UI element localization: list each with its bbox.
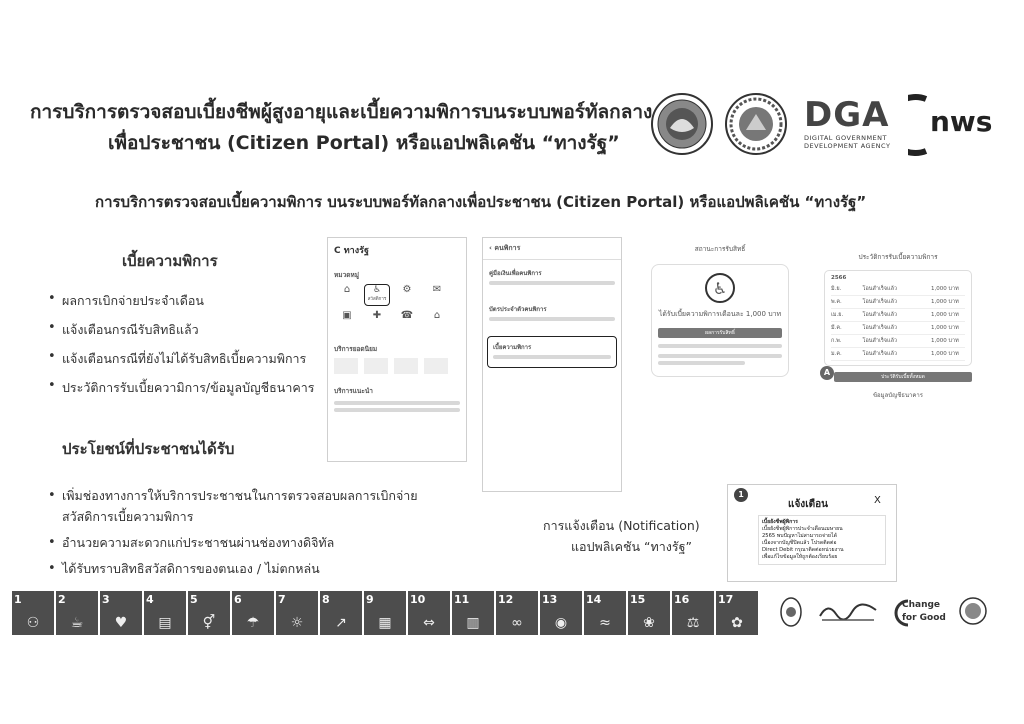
disability-tile-label: สวัสดิการ — [367, 297, 387, 302]
sdg-goal-icon: ☼ — [290, 615, 304, 631]
welfare-item-1-title: คู่มือเงินเพื่อคนพิการ — [489, 270, 542, 277]
history-month: เม.ย. — [831, 312, 844, 318]
sdg-goal-12-tile — [496, 591, 538, 635]
table-row — [831, 348, 965, 361]
sdg-goal-icon: ✿ — [731, 615, 743, 631]
category-icon[interactable]: ⚙ — [402, 284, 412, 295]
seal-logo-2 — [724, 92, 788, 156]
notification-caption-line1: การแจ้งเตือน (Notification) — [543, 518, 700, 533]
disability-heading: เบี้ยความพิการ — [122, 252, 218, 270]
sdg-goal-icon: ▦ — [378, 615, 392, 631]
history-month: ก.พ. — [831, 338, 842, 344]
page-title-line1: การบริการตรวจสอบเบี้ยงชีพผู้สูงอายุและเบี้ยความพิการบนระบบพอร์ทัลกลาง — [30, 101, 653, 123]
sdg-goal-13-tile — [540, 591, 582, 635]
list-item: • ได้รับทราบสิทธิสวัสดิการของตนเอง / ไม่ตกหล่น — [48, 558, 418, 579]
app-services-label: บริการยอดนิยม — [334, 345, 378, 353]
sdg-strip — [12, 591, 758, 635]
status-card — [651, 264, 789, 377]
disability-list — [48, 291, 314, 407]
history-badge: A — [820, 366, 834, 380]
list-item: • แจ้งเตือนกรณีที่ยังไม่ได้รับสิทธิเบี้ยความพิการ — [48, 349, 314, 369]
notification-line: เนื่องจากบัญชีปิดแล้ว โปรดติดต่อ — [762, 540, 837, 546]
category-icon[interactable]: ✚ — [372, 310, 382, 321]
history-month: มี.ค. — [831, 325, 842, 331]
notification-item-title: เบี้ยยังชีพผู้พิการ — [762, 519, 798, 525]
sdg-goal-number: 6 — [234, 593, 242, 606]
history-amount: 1,000 บาท — [931, 299, 959, 305]
sdg-goal-number: 11 — [454, 593, 470, 606]
sdg-goal-7-tile — [276, 591, 318, 635]
history-amount: 1,000 บาท — [931, 325, 959, 331]
sdg-goal-icon: ∞ — [511, 615, 523, 631]
history-bank-label: ข้อมูลบัญชีธนาคาร — [872, 392, 924, 399]
list-item: • แจ้งเตือนกรณีรับสิทธิแล้ว — [48, 320, 314, 340]
wheelchair-icon: ♿ — [372, 285, 382, 295]
history-status: โอนสำเร็จแล้ว — [862, 338, 898, 344]
sdg-goal-number: 1 — [14, 593, 22, 606]
sdg-goal-1-tile — [12, 591, 54, 635]
sdg-goal-2-tile — [56, 591, 98, 635]
notification-badge: 1 — [734, 488, 748, 502]
placeholder-line — [334, 408, 460, 412]
sdg-goal-icon: ⇔ — [423, 615, 435, 631]
dga-logo — [804, 96, 904, 150]
sdg-goal-icon: ↗ — [335, 615, 347, 631]
sdg-goal-number: 17 — [718, 593, 734, 606]
history-screenshot — [818, 248, 978, 463]
sdg-goal-3-tile — [100, 591, 142, 635]
wheelchair-icon: ♿ — [705, 273, 735, 303]
benefit-1-line1: เพิ่มช่องทางการให้บริการประชาชนในการตรวจสอบผลการเบิกจ่าย — [62, 488, 418, 503]
table-row — [831, 296, 965, 309]
sdg-goal-icon: ▥ — [466, 615, 480, 631]
category-icon[interactable]: ✉ — [432, 284, 442, 295]
sdg-goal-icon: ≈ — [599, 615, 611, 631]
welfare-item-2-title: บัตรประจำตัวคนพิการ — [489, 306, 547, 313]
sdg-goal-icon: ⚇ — [26, 615, 40, 631]
sdg-goal-icon: ⚖ — [686, 615, 700, 631]
sdg-goal-number: 2 — [58, 593, 66, 606]
sdg-goal-number: 8 — [322, 593, 330, 606]
change-for-good-logo — [892, 596, 952, 630]
welfare-header — [483, 238, 621, 260]
sdg-goal-icon: ▤ — [158, 615, 172, 631]
history-header: ประวัติการรับเบี้ยความพิการ — [858, 253, 938, 261]
seal-logo-small-1 — [780, 597, 802, 631]
app-home-screenshot — [327, 237, 467, 462]
notification-title: แจ้งเตือน — [788, 499, 828, 510]
welfare-item-2[interactable] — [483, 296, 621, 332]
status-result-button[interactable]: ผลการรับสิทธิ์ — [658, 328, 782, 338]
notification-line: Direct Debit กรุณาติดต่อหน่วยงาน — [762, 547, 844, 553]
app-brand — [328, 238, 466, 262]
status-screenshot — [645, 240, 795, 465]
category-icon[interactable]: ⌂ — [433, 310, 441, 321]
history-month: ม.ค. — [831, 351, 842, 357]
history-month: มิ.ย. — [831, 286, 842, 292]
sdg-goal-5-tile — [188, 591, 230, 635]
seal-logo-small-2 — [958, 596, 988, 630]
welfare-header-text: คนพิการ — [494, 244, 521, 252]
history-table — [824, 270, 972, 366]
sdg-goal-15-tile — [628, 591, 670, 635]
notification-popup — [727, 484, 897, 582]
sdg-goal-16-tile — [672, 591, 714, 635]
history-status: โอนสำเร็จแล้ว — [862, 351, 898, 357]
notification-line: เพื่อแก้ไขข้อมูลให้ถูกต้องเรียบร้อย — [762, 554, 838, 560]
sdg-goal-number: 7 — [278, 593, 286, 606]
sdg-goal-4-tile — [144, 591, 186, 635]
app-brand-text: ทางรัฐ — [343, 246, 369, 256]
sdg-goal-number: 3 — [102, 593, 110, 606]
table-row — [831, 335, 965, 348]
history-actions — [823, 368, 972, 382]
welfare-list-screenshot — [482, 237, 622, 492]
sdg-goal-number: 12 — [498, 593, 514, 606]
history-year: 2566 — [831, 275, 847, 281]
placeholder-line — [489, 281, 615, 285]
status-received-text: ได้รับเบี้ยความพิการเดือนละ 1,000 บาท — [658, 310, 782, 318]
benefits-heading: ประโยชน์ที่ประชาชนได้รับ — [62, 440, 235, 458]
sdg-goal-icon: ◉ — [554, 615, 568, 631]
service-tile[interactable] — [394, 358, 418, 374]
placeholder-line — [658, 361, 745, 365]
notification-body — [758, 515, 886, 565]
notification-line: 2565 พบปัญหาไม่สามารถจ่ายได้ — [762, 533, 837, 539]
list-item: • อำนวยความสะดวกแก่ประชาชนผ่านช่องทางดิจิทัล — [48, 532, 418, 553]
close-icon[interactable]: X — [874, 495, 881, 506]
sdg-goal-icon: ♥ — [114, 615, 128, 631]
dga-caption-2: DEVELOPMENT AGENCY — [804, 142, 891, 150]
history-rows — [831, 283, 965, 361]
sdg-goal-11-tile — [452, 591, 494, 635]
sdg-goal-number: 14 — [586, 593, 602, 606]
history-month: พ.ค. — [831, 299, 842, 305]
sdg-goal-9-tile — [364, 591, 406, 635]
change-text: Change — [902, 600, 941, 610]
history-amount: 1,000 บาท — [931, 286, 959, 292]
sdg-goal-number: 9 — [366, 593, 374, 606]
page-title-line2: เพื่อประชาชน (Citizen Portal) หรือแอปพลิเคชัน “ทางรัฐ” — [108, 132, 620, 154]
table-row — [831, 322, 965, 335]
status-header: สถานะการรับสิทธิ์ — [694, 245, 746, 253]
sdg-goal-icon: ❀ — [643, 615, 655, 631]
sdg-goal-17-tile — [716, 591, 758, 635]
category-icon[interactable]: ▣ — [342, 310, 352, 321]
table-row — [831, 309, 965, 322]
app-services-row — [328, 356, 466, 376]
category-icon[interactable]: ☎ — [400, 310, 414, 321]
sdg-goal-number: 4 — [146, 593, 154, 606]
app-logo-icon: C — [334, 246, 341, 256]
sdg-goal-10-tile — [408, 591, 450, 635]
disability-tile[interactable] — [364, 284, 390, 306]
history-status: โอนสำเร็จแล้ว — [862, 286, 898, 292]
list-item: • ประวัติการรับเบี้ยความิการ/ข้อมูลบัญชีธนาคาร — [48, 378, 314, 398]
seal-logo-1 — [650, 92, 714, 156]
sdg-goal-icon: ⚥ — [202, 615, 216, 631]
category-icon[interactable]: ⌂ — [343, 284, 351, 295]
placeholder-line — [493, 355, 611, 359]
placeholder-line — [658, 344, 782, 348]
history-amount: 1,000 บาท — [931, 338, 959, 344]
nws-wordmark: nws — [930, 105, 993, 138]
service-tile[interactable] — [334, 358, 358, 374]
sdg-goal-icon: ☂ — [246, 615, 260, 631]
script-logo — [818, 600, 878, 628]
notification-caption-line2: แอปพลิเคชัน “ทางรัฐ” — [571, 539, 692, 554]
nws-logo — [908, 93, 992, 157]
placeholder-line — [334, 401, 460, 405]
service-tile[interactable] — [364, 358, 388, 374]
sdg-goal-6-tile — [232, 591, 274, 635]
app-recommend-label: บริการแนะนำ — [334, 387, 373, 395]
dga-wordmark: DGA — [804, 95, 890, 135]
list-item: • ผลการเบิกจ่ายประจำเดือน — [48, 291, 314, 311]
for-good-text: for Good — [902, 613, 946, 623]
sdg-goal-number: 15 — [630, 593, 646, 606]
back-icon[interactable]: ‹ — [489, 244, 495, 252]
sdg-goal-number: 5 — [190, 593, 198, 606]
history-all-button[interactable]: ประวัติรับเบี้ยทั้งหมด — [834, 372, 972, 382]
app-category-grid — [328, 282, 466, 334]
service-tile[interactable] — [424, 358, 448, 374]
table-row — [831, 283, 965, 296]
dga-caption-1: DIGITAL GOVERNMENT — [804, 134, 887, 142]
notification-line: เบี้ยยังชีพผู้พิการประจำเดือนเมษายน — [762, 526, 843, 532]
history-status: โอนสำเร็จแล้ว — [862, 299, 898, 305]
sdg-goal-number: 16 — [674, 593, 690, 606]
section-subtitle: การบริการตรวจสอบเบี้ยความพิการ บนระบบพอร์ทัลกลางเพื่อประชาชน (Citizen Portal) หรือแอปพลิเคชัน “ทางรัฐ” — [95, 193, 867, 211]
welfare-item-3-title: เบี้ยความพิการ — [493, 344, 532, 351]
sdg-goal-number: 13 — [542, 593, 558, 606]
placeholder-line — [658, 354, 782, 358]
welfare-item-1[interactable] — [483, 260, 621, 296]
history-amount: 1,000 บาท — [931, 351, 959, 357]
history-amount: 1,000 บาท — [931, 312, 959, 318]
history-status: โอนสำเร็จแล้ว — [862, 312, 898, 318]
benefits-list — [48, 485, 418, 584]
benefit-1-line2: สวัสดิการเบี้ยความพิการ — [62, 509, 194, 524]
welfare-item-3[interactable] — [487, 336, 617, 368]
sdg-goal-14-tile — [584, 591, 626, 635]
app-categories-label: หมวดหมู่ — [334, 271, 360, 279]
history-status: โอนสำเร็จแล้ว — [862, 325, 898, 331]
placeholder-line — [489, 317, 615, 321]
sdg-goal-icon: ☕ — [70, 615, 84, 631]
sdg-goal-8-tile — [320, 591, 362, 635]
list-item — [48, 485, 418, 527]
sdg-goal-number: 10 — [410, 593, 426, 606]
